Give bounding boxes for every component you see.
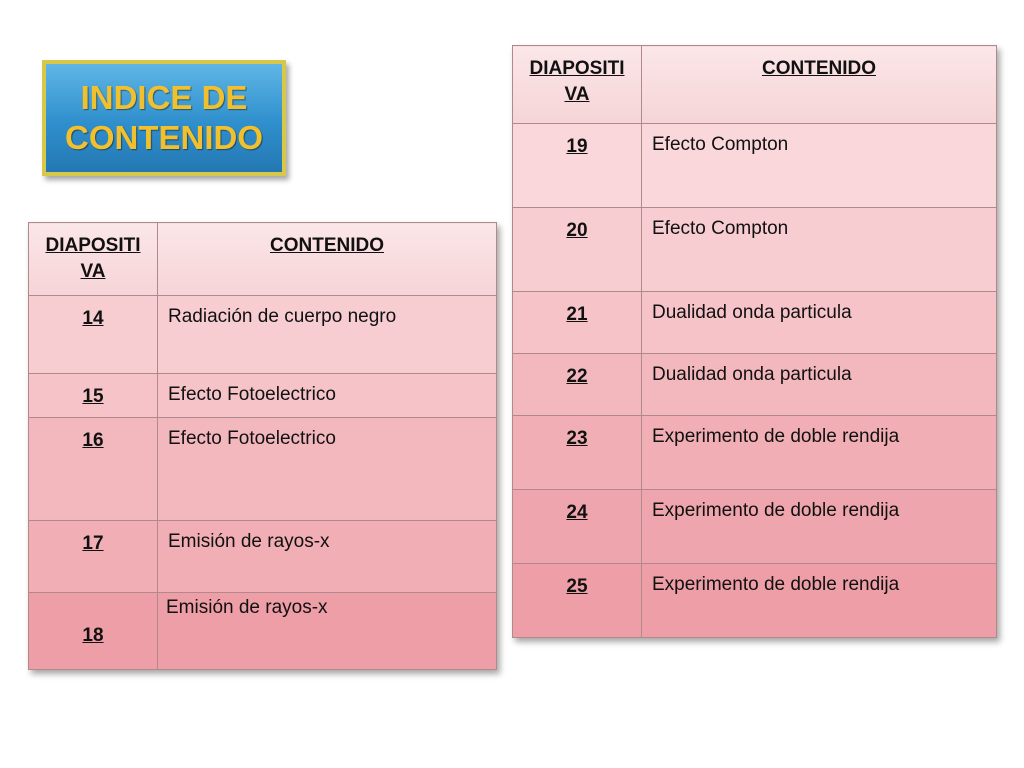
slide-number: 18	[29, 593, 158, 670]
slide-number: 19	[513, 124, 642, 208]
table-row	[513, 124, 997, 208]
slide-number: 22	[513, 354, 642, 416]
slide-number: 17	[29, 521, 158, 593]
table-row	[513, 564, 997, 638]
table-row	[513, 292, 997, 354]
table-row	[513, 416, 997, 490]
content-cell: Dualidad onda particula	[642, 354, 997, 416]
column-header-slide: DIAPOSITI VA	[29, 223, 158, 296]
slide-number: 16	[29, 418, 158, 521]
slide-number: 23	[513, 416, 642, 490]
content-cell: Efecto Fotoelectrico	[158, 374, 497, 418]
table-row	[513, 208, 997, 292]
content-cell: Emisión de rayos-x	[158, 593, 497, 670]
slide-number: 15	[29, 374, 158, 418]
slide-number: 20	[513, 208, 642, 292]
content-cell: Experimento de doble rendija	[642, 564, 997, 638]
content-cell: Experimento de doble rendija	[642, 490, 997, 564]
slide-number: 14	[29, 296, 158, 374]
column-header-content: CONTENIDO	[642, 46, 997, 124]
content-cell: Dualidad onda particula	[642, 292, 997, 354]
page-title: INDICE DE CONTENIDO	[65, 79, 263, 156]
content-cell: Efecto Fotoelectrico	[158, 418, 497, 521]
content-cell: Radiación de cuerpo negro	[158, 296, 497, 374]
column-header-slide: DIAPOSITI VA	[513, 46, 642, 124]
content-cell: Experimento de doble rendija	[642, 416, 997, 490]
table-row	[29, 418, 497, 521]
content-cell: Emisión de rayos-x	[158, 521, 497, 593]
index-table-left	[28, 222, 497, 670]
table-row	[29, 296, 497, 374]
content-cell: Efecto Compton	[642, 124, 997, 208]
table-row	[29, 374, 497, 418]
table-row	[29, 521, 497, 593]
column-header-content: CONTENIDO	[158, 223, 497, 296]
content-cell: Efecto Compton	[642, 208, 997, 292]
slide-number: 25	[513, 564, 642, 638]
title-box	[42, 60, 286, 176]
table-row	[29, 593, 497, 670]
slide-number: 24	[513, 490, 642, 564]
table-row	[513, 354, 997, 416]
slide-number: 21	[513, 292, 642, 354]
index-table-right	[512, 45, 997, 638]
table-row	[513, 490, 997, 564]
